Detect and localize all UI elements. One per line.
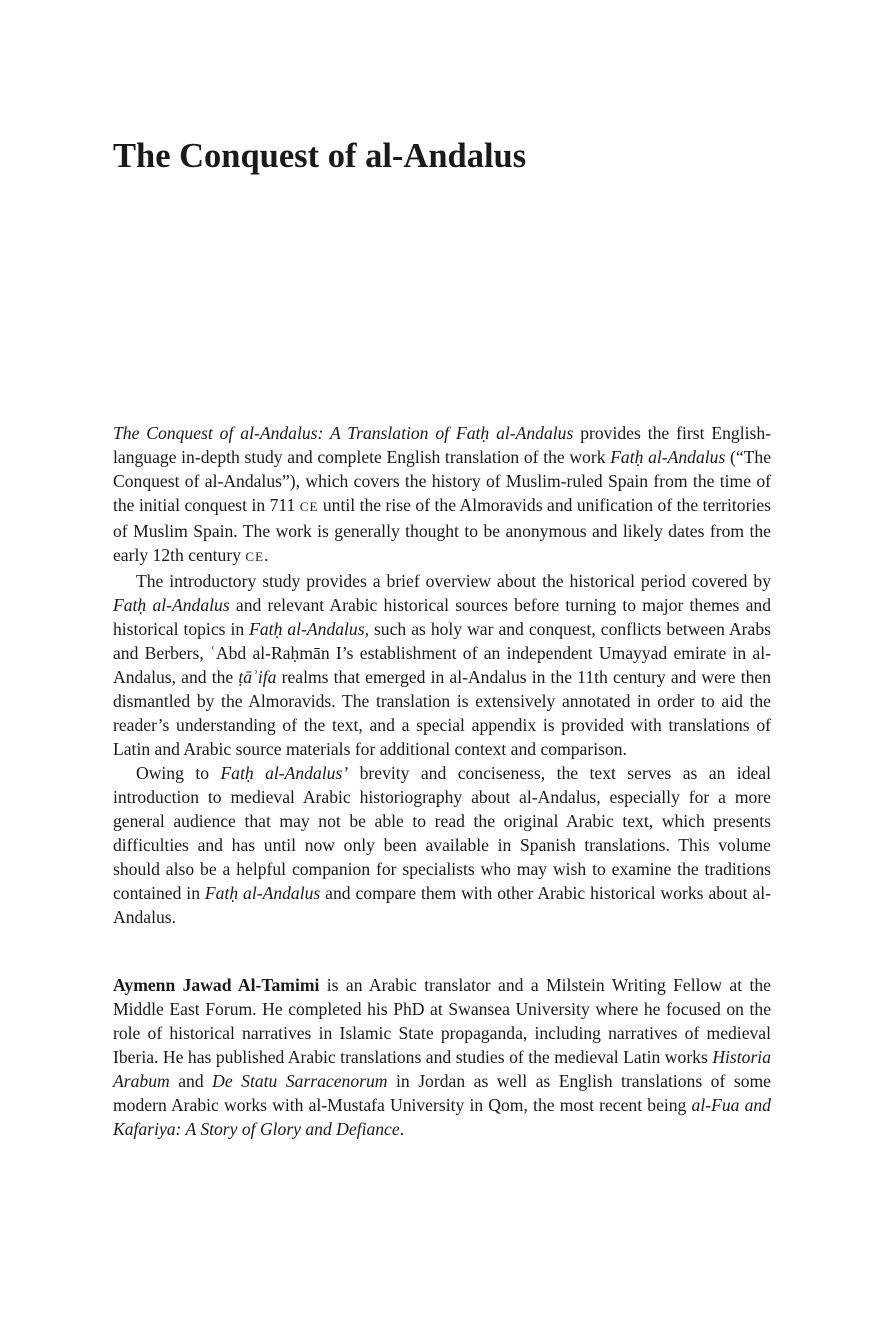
era-abbreviation: CE [299, 499, 319, 514]
text-run: and [169, 1071, 213, 1091]
italic-work-title: al-Fua and Kafariya: A Story of Glory and Defiance [113, 1095, 771, 1139]
description-paragraph-1 [113, 421, 771, 569]
italic-work-title: De Statu Sarracenorum [212, 1071, 388, 1091]
italic-work-title: Fatḥ al-Andalus [610, 447, 726, 467]
italic-work-title: Fatḥ al-Andalus’ [220, 763, 349, 783]
description-paragraph-2 [113, 569, 771, 761]
text-run: and relevant Arabic historical sources before turning to major themes and historical topics in [113, 595, 771, 639]
era-abbreviation: CE [245, 549, 265, 564]
text-run: The introductory study provides a brief overview about the historical period covered by [136, 571, 771, 591]
text-run: such as holy war and conquest, conflicts between Arabs and Berbers, ʿAbd al-Raḥmān I’s establishment of an independent Umayyad emirate in al-Andalus, and the [113, 619, 771, 687]
italic-work-title: Historia Arabum [113, 1047, 771, 1091]
italic-book-title: The Conquest of al-Andalus: A Translation of Fatḥ al-Andalus [113, 423, 574, 443]
text-run: until the rise of the Almoravids and unification of the territories of Muslim Spain. The work is generally thought to be anonymous and likely dates from the early 12th century [113, 495, 772, 565]
text-run: Owing to [136, 763, 221, 783]
book-back-cover-page [113, 0, 771, 1327]
italic-work-title: Fatḥ al-Andalus [113, 595, 230, 615]
text-run: in Jordan as well as English translations of some modern Arabic works with al-Mustafa University in Qom, the most recent being [113, 1071, 771, 1115]
italic-term: ṭāʾifa [238, 667, 277, 687]
italic-work-title: Fatḥ al-Andalus, [249, 619, 369, 639]
book-title: The Conquest of al-Andalus [113, 137, 527, 175]
text-run: provides the first English-language in-depth study and complete English translation of the work [113, 423, 772, 467]
author-name: Aymenn Jawad Al-Tamimi [113, 975, 320, 995]
text-run: (“The Conquest of al-Andalus”), which covers the history of Muslim-ruled Spain from the time of the initial conquest in 711 [113, 447, 772, 515]
text-run: brevity and conciseness, the text serves as an ideal introduction to medieval Arabic historiography about al-Andalus, especially for a more general audience that may not be able to read the original Arabic text, which presents difficulties and has until now only been available in Spanish translations. This volume should also be a helpful companion for specialists who may wish to examine the traditions contained in [113, 763, 772, 903]
text-run: realms that emerged in al-Andalus in the 11th century and were then dismantled by the Almoravids. The translation is extensively annotated in order to aid the reader’s understanding of the text, and a special appendix is provided with translations of Latin and Arabic source materials for additional context and comparison. [113, 667, 771, 759]
text-run: . [264, 545, 269, 565]
author-bio [113, 973, 771, 1141]
text-run: is an Arabic translator and a Milstein Writing Fellow at the Middle East Forum. He completed his PhD at Swansea University where he focused on the role of historical narratives in Islamic State propaganda, including narratives of medieval Iberia. He has published Arabic translations and studies of the medieval Latin works [113, 975, 771, 1067]
text-run: . [399, 1119, 405, 1139]
book-description [113, 421, 771, 929]
italic-work-title: Fatḥ al-Andalus [204, 883, 321, 903]
description-paragraph-3 [113, 761, 771, 929]
text-run: and compare them with other Arabic historical works about al-Andalus. [113, 883, 771, 927]
